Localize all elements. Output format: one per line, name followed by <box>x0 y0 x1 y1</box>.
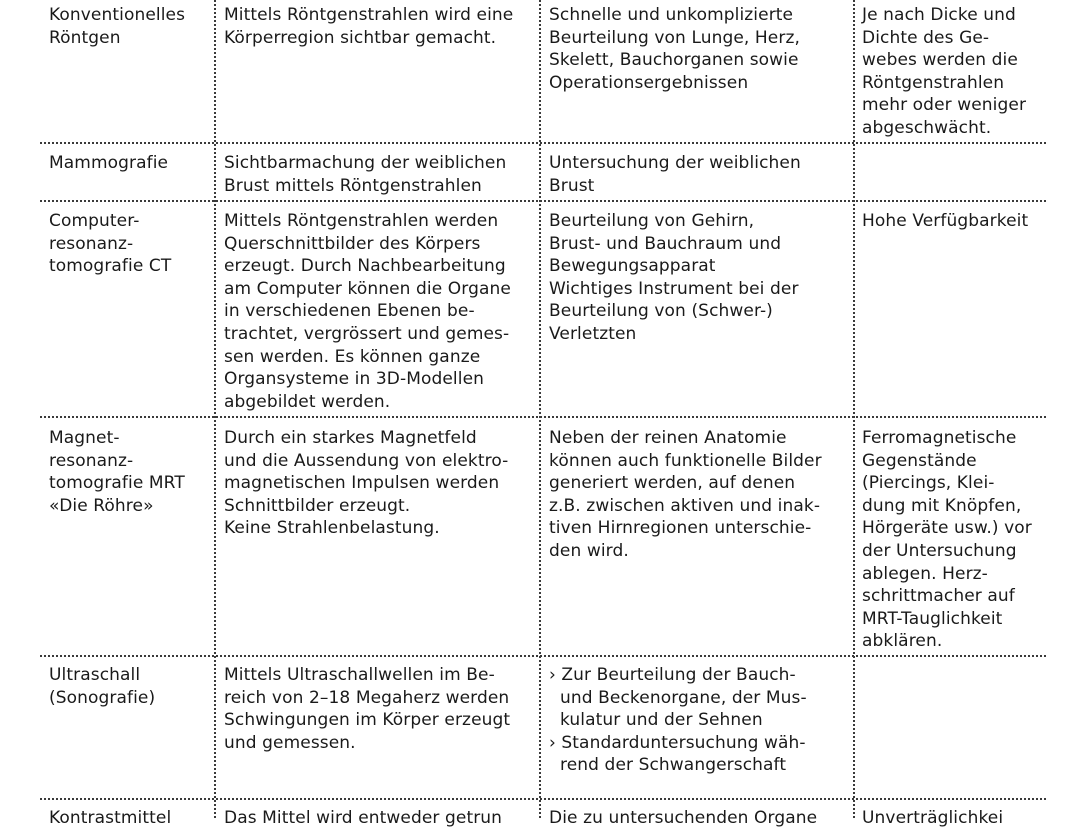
row-divider <box>40 798 1046 800</box>
application-cell: Untersuchung der weiblichen Brust <box>549 153 801 196</box>
row-divider <box>40 655 1046 657</box>
notes-cell: Hohe Verfügbarkeit <box>862 211 1029 231</box>
method-cell: Magnet- resonanz- tomografie MRT «Die Röhre» <box>49 428 185 516</box>
row-divider <box>40 142 1046 144</box>
method-cell: Computer- resonanz- tomografie CT <box>49 211 172 277</box>
column-divider <box>539 0 541 818</box>
method-cell: Kontrastmittel <box>49 808 172 828</box>
method-cell: Konventionelles Röntgen <box>49 5 186 48</box>
principle-cell: Das Mittel wird entweder getrun <box>224 808 503 828</box>
method-cell: Mammografie <box>49 153 169 173</box>
application-cell: › Zur Beurteilung der Bauch- und Beckenorgane, der Mus- kulatur und der Sehnen › Standarduntersuchung wäh- rend der Schwangerschaft <box>549 665 807 776</box>
principle-cell: Sichtbarmachung der weiblichen Brust mittels Röntgenstrahlen <box>224 153 507 196</box>
application-cell: Die zu untersuchenden Organe <box>549 808 818 828</box>
principle-cell: Durch ein starkes Magnetfeld und die Aussendung von elektro- magnetischen Impulsen werden Schnittbilder erzeugt. Keine Strahlenbelastung. <box>224 428 509 539</box>
row-divider <box>40 416 1046 418</box>
application-cell: Schnelle und unkomplizierte Beurteilung von Lunge, Herz, Skelett, Bauchorganen sowie Operationsergebnissen <box>549 5 800 93</box>
notes-cell: Unverträglichkei <box>862 808 1004 828</box>
method-cell: Ultraschall (Sonografie) <box>49 665 156 708</box>
principle-cell: Mittels Ultraschallwellen im Be- reich von 2–18 Megaherz werden Schwingungen im Körper erzeugt und gemessen. <box>224 665 511 753</box>
application-cell: Beurteilung von Gehirn, Brust- und Bauchraum und Bewegungsapparat Wichtiges Instrument bei der Beurteilung von (Schwer-) Verletzten <box>549 211 799 344</box>
column-divider <box>214 0 216 818</box>
application-cell: Neben der reinen Anatomie können auch funktionelle Bilder generiert werden, auf denen z.B. zwischen aktiven und inak- tiven Hirnregionen unterschie- den wird. <box>549 428 822 561</box>
column-divider <box>853 0 855 818</box>
principle-cell: Mittels Röntgenstrahlen wird eine Körperregion sichtbar gemacht. <box>224 5 514 48</box>
principle-cell: Mittels Röntgenstrahlen werden Querschnittbilder des Körpers erzeugt. Durch Nachbearbeitung am Computer können die Organe in verschiedenen Ebenen be- trachtet, vergrössert und gemes- sen werden. Es können ganze Organsysteme in 3D-Modellen abgebildet werden. <box>224 211 511 412</box>
notes-cell: Je nach Dicke und Dichte des Ge- webes werden die Röntgenstrahlen mehr oder weniger abgeschwächt. <box>862 5 1027 138</box>
row-divider <box>40 200 1046 202</box>
notes-cell: Ferromagnetische Gegenstände (Piercings, Klei- dung mit Knöpfen, Hörgeräte usw.) vor der Untersuchung ablegen. Herz- schrittmacher auf MRT-Tauglichkeit abklären. <box>862 428 1032 652</box>
